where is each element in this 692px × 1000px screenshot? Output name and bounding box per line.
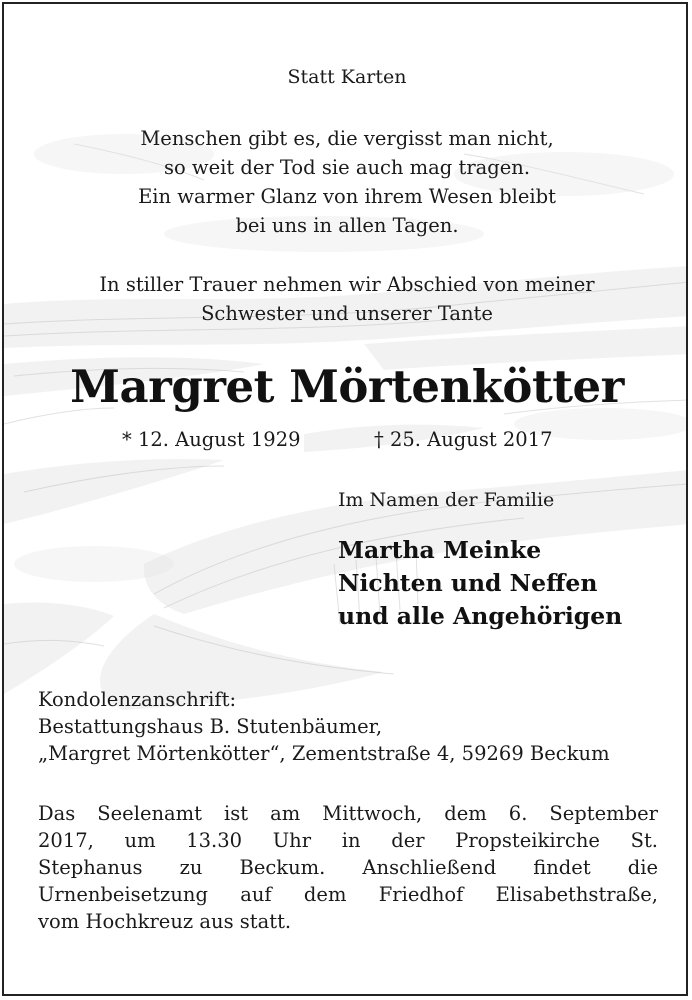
poem-line: bei uns in allen Tagen. (235, 214, 459, 237)
family-name-line: und alle Angehörigen (338, 602, 623, 630)
death-date: † 25. August 2017 (374, 428, 553, 451)
service-details (38, 800, 658, 935)
announcement-line: In stiller Trauer nehmen wir Abschied von meiner (99, 273, 595, 296)
funeral-home: Bestattungshaus B. Stutenbäumer, (38, 715, 383, 738)
family-signatories (338, 534, 622, 633)
obituary-card (2, 2, 688, 996)
service-line: Urnenbeisetzung auf dem Friedhof Elisabethstraße, (38, 883, 658, 906)
condolence-label: Kondolenzanschrift: (38, 688, 237, 711)
poem-line: so weit der Tod sie auch mag tragen. (163, 156, 531, 179)
poem-line: Menschen gibt es, die vergisst man nicht, (140, 127, 554, 150)
service-line: Das Seelenamt ist am Mittwoch, dem 6. September (38, 802, 658, 825)
condolence-address (38, 686, 610, 767)
mourning-announcement (4, 270, 688, 328)
deceased-name: Margret Mörtenkötter (70, 360, 624, 413)
poem-line: Ein warmer Glanz von ihrem Wesen bleibt (138, 185, 556, 208)
family-name-line: Nichten und Neffen (338, 569, 598, 597)
birth-date: * 12. August 1929 (122, 428, 301, 451)
announcement-line: Schwester und unserer Tante (201, 302, 493, 325)
family-intro: Im Namen der Familie (338, 489, 555, 511)
condolence-street: „Margret Mörtenkötter“, Zementstraße 4, 59269 Beckum (38, 742, 610, 765)
service-line: vom Hochkreuz aus statt. (38, 910, 292, 933)
family-name-line: Martha Meinke (338, 536, 542, 564)
memorial-poem (4, 124, 688, 240)
service-line: Stephanus zu Beckum. Anschließend findet die (38, 856, 658, 879)
statt-karten-heading: Statt Karten (287, 66, 407, 88)
service-line: 2017, um 13.30 Uhr in der Propsteikirche St. (38, 829, 658, 852)
obituary-content (4, 4, 688, 996)
